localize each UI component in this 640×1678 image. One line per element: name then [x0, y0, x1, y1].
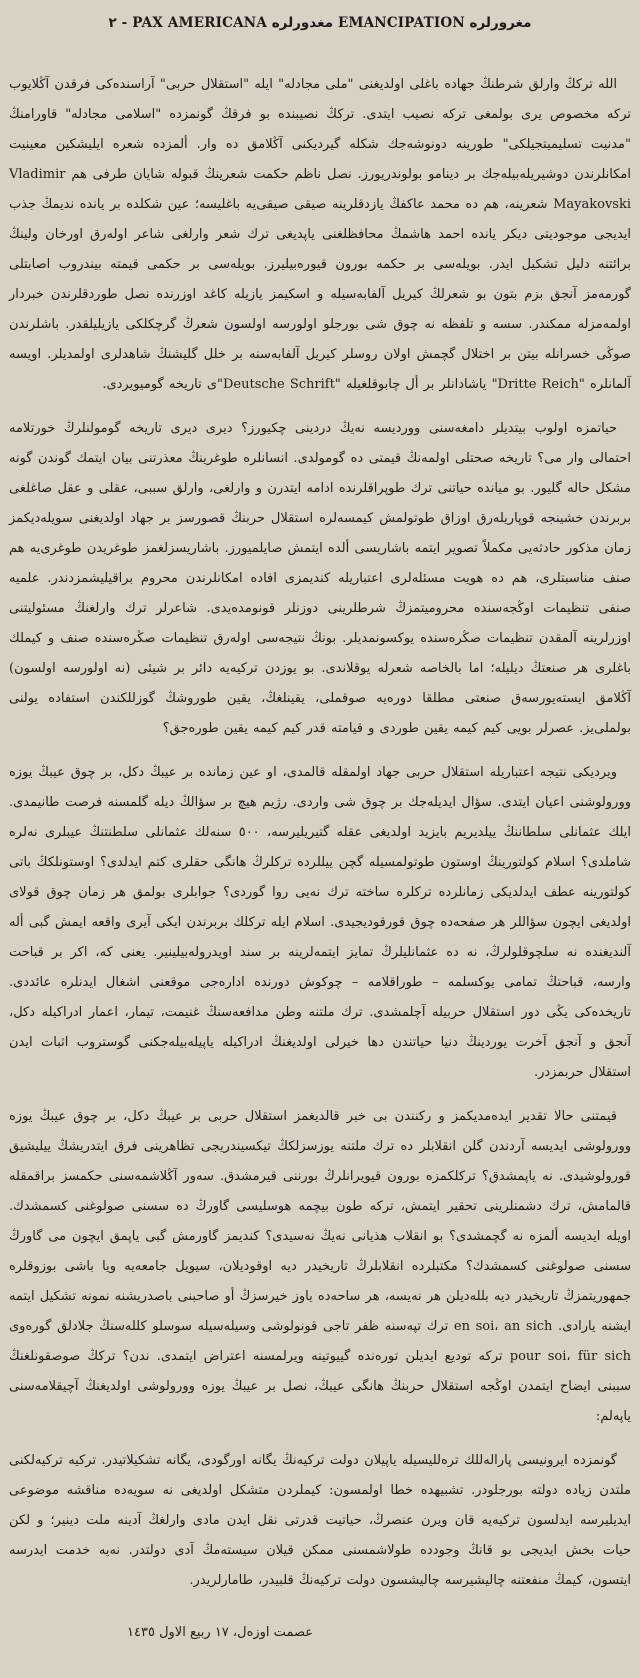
page-title: مغرورلره EMANCIPATION مغدورلره PAX AMERICANA - ٢: [108, 15, 532, 31]
body-paragraph: حياتمزه اولوب بيتديلر دامغه‌سنى وورديسه نه‌يڭ دردينى چكيورز؟ ديرى ديرى تاريخه گومولنلرڭ خورتلامه احتمالى وار مى؟ تاريخه صحتلى اولمه‌نڭ قيمتى ده گومولدى. انسانلره طوغرينڭ معذرتنى بيان ايتمك گوندن گونه مشكل حاله گليور. بو ميانده حياتنى ترك طوپراقلرنده ادامه ايتدرن و وارلغى، وارلق سببى، عقلى و عقل صاغلغى بربرندن خشينجه قوپاريله‌رق اوزاق طوتولمش كيمسه‌لره استقلال حربنڭ قصورسز بر جهاد اولديغنى سويله‌ديكمز زمان مذكور حادثه‌يى مكملاً تصوير ايتمه باشاريسى ألده ايتمش صايلميورز. باشاريسزلغمز طوغريدن طوغرى‌يه هم صنف مناسبتلرى، هم ده هويت مسئله‌لرى اعتباريله كنديمزى افاده امكانلرندن محروم براقيليشمزدندر. علميه صنفى تنظيمات اوڭجه‌سنده محروميتمزڭ شرطلرينى دوزنلر قونومده‌يدى. شاعرلر ترك وارلغنڭ مسئوليتنى اوزرلرينه آلمقدن تنظيمات صڭره‌سنده يوكسونمديلر. بونڭ نتيجه‌سى اوله‌رق تنظيمات صڭره‌سنده صنف و كيملك باغلرى هر صنعتڭ ديليله؛ اما بالخاصه شعرله يوقلاندى. بو يوزدن تركيه‌يه دائر بر شيئى (نه اولورسه اولسون) آڭلامق ايسته‌يورسه‌ق صنعتى مطلقا دوره‌يه صوقملى، يقينلغڭ، يقين طوروشڭ گوزللكندن استفاده يولنى بولملى‌يز. عصرلر بويى كيم كيمه يقين طوردى و قيامته قدر كيم كيمه يقين طوره‌جق؟: [9, 421, 631, 736]
body-paragraph: ويرديكى نتيجه اعتباريله استقلال حربى جهاد اولمقله قالمدى، او عين زمانده بر عيبڭ دكل، بر چوق عيبڭ يوزه وورولوشنى اعيان ايتدى. سؤال ايديله‌جك بر چوق شى واردى. رژيم هيچ بر سؤالڭ ديله گلمسنه فرصت طانيمدى. ايلك عثمانلى سلطاننڭ ييلديريم بايزيد اولديغى عقله گتيريليرسه، ٥٠٠ سنه‌لك عثمانلى سلطنتنڭ عيبلرى نه‌لره شاملدى؟ اسلام كولتورينڭ اوستون طوتولمسيله گچن ييللرده تركلرڭ هانگى حقلرى كتم ايدلدى؟ اوستونلكڭ باتى كولتورينه عطف ايدلديكى زمانلرده تركلره ساخته ترك نه‌يى روا گوردى؟ جوابلرى بولمق هر زمان چوق قولاى اولديغى ايچون سؤاللر هر صفحه‌ده چوق قورقوديجيدى. اسلام ايله تركلك بربرندن ايكى آيرى واقعه ايمش گبى أله آلنديغنده نه سلچوقلولرڭ، نه ده عثمانليلرڭ تمايز ايتمه‌لرينه بر سند اويدروله‌بيلينير. يعنى كه، اكر بر قباحت وارسه، قباحتڭ تمامى يوكسلمه – طوراقلامه – چوكوش دورنده اداره‌جى موقعنى اشغال ايدنلره عائددى. تاريخده‌كى يڭى دور استقلال حربيله آچلمشدى. ترك ملتنه وطن مدافعه‌سنڭ غنيمت، تيمار، اعمار ادراكيله دكل، آنجق و آنجق آخرت يوردينڭ دنيا حياتندن دها خيرلى اولديغنڭ ادراكيله ياپيله‌بيله‌جكنى گوستروب اثبات ايدن استقلال حربمزدر.: [9, 765, 631, 1080]
signature-line: عصمت اوزه‌ل، ١٧ ربيع الاول ١٤٣٥: [127, 1625, 313, 1640]
body-paragraph: الله تركڭ وارلق شرطنڭ جهاده باغلى اولديغنى "ملى مجادله" ايله "استقلال حربى" آراسنده‌كى فرقدن آڭلايوب تركه مخصوص يرى بولمغى تركه نصيب ايتدى. تركڭ نصيبنده بو فرقڭ گونمزده "اسلامى مجادله" قاورامنڭ "مدنيت تسليميتجيلكى" طورينه دونوشه‌جك شكله گيرديكنى آڭلامق ده وار. ألمزده شعره ايليشكين معينيت امكانلرندن دوشيريله‌بيله‌جك بر دينامو بولوندريورز. نصل ناظم حكمت شعرينڭ قبوله شايان طرفى هم Vladimir Mayakovski شعرينه، هم ده محمد عاكفڭ يازدقلرينه صيقى صيقى‌يه باغليسه؛ عين شكلده بر يانده نديمڭ جذب ايديجى موجوديتى ديكر يانده احمد هاشمڭ محافظلغنى ياپديغى ترك شعر وارلغى شاعر اوله‌رق اورخان ولينڭ برائتنه دليل تشكيل ايدر. بويله‌سى بر حكمه بورون قيوره‌بيليرز. بويله‌سى بر حكمى قيمته بيندروب اصابتلى گورمه‌مز آنجق بزم بتون بو شعرلڭ كيريل آلفابه‌سيله و اسكيمز يازيله كاغد اوزرنده نصل طوردقلرندن خبردار اولمه‌مزله ممكندر. سسه و تلفظه نه چوق شى بورجلو اولورسه اولسون شعرڭ گرچكلكى يازيليلقدر. باشلرندن صوڭى خسرانله بيتن بر اختلال گچمش اولان روسلر كيريل آلفابه‌سنه بر خلل گليشنڭ شاهدلرى اولمديلر. اويسه آلمانلره "Dritte Reich" ياشادانلر بر أل چابوقلغيله "Deutsche Schrift"ى تاريخه گوميويردى.: [9, 77, 631, 392]
body-paragraph: گونمزده ايرونيسى پاراله‌للك تره‌لليسيله ياپيلان دولت تركيه‌نڭ يگانه اورگودى، يگانه تشكيلاتيدر. تركيه تركيه‌لكنى ملتدن زياده دولته بورجلودر. تشبيهده خطا اولمسون: كيملردن متشكل اولديغى نه سويه‌ده مناقشه موضوعى ايديليرسه ايدلسون تركيه‌يه قان ويرن عنصرڭ، حياتيت قدرتى نقل ايدن مادى وارلغڭ آدينه ملت دينير؛ و لكن حيات بخش ايديجى بو قانڭ وجودده طولاشمسنى ممكن قيلان سيسته‌مڭ آدى دولتدر. نه‌يه خدمت ايدرسه ايتسون، كيمڭ منفعتنه چاليشيرسه چاليشسون دولت تركيه‌نڭ قلبيدر، طامارلريدر.: [9, 1453, 631, 1588]
body-paragraph: قيمتنى حالا تقدير ايده‌مديكمز و ركنندن بى خبر قالديغمز استقلال حربى بر عيبڭ دكل، بر چوق عيبڭ يوزه وورولوشى ايديسه آردندن گلن انقلابلر ده ترك ملتنه يوزسزلكڭ تيكسيندريجى تظاهرينى فرق ايتدريشڭ ييليشيق قورولوشيدى. نه ياپمشدق؟ تركلكمزه بورون قيويرانلرڭ بورننى قيرمشدق. سه‌ور آڭلاشمه‌سنى حكمسز براقمقله قالمامش، ترك دشمنلرينى تحقير ايتمش، تركه طون بيچمه هوسليسى گاورڭ ده سسنى صولوغنى كسمشدك. اويله ايديسه ألمزه نه گچمشدى؟ بو انقلاب هذيانى نه‌يڭ نه‌سيدى؟ كنديمز گاورمش گبى ياپمق ايچون مى گاورڭ سسنى صولوغنى كسمشدك؟ مكتبلرده انقلابلرڭ تاريخيدر ديه اوقوديلان، سيويل جامعه‌يه ويا باشى بوزوقلره جمهوريتمزڭ تاريخيدر ديه بلله‌ديلن هر نه‌يسه، هر ساحه‌ده ياوز خيرسزڭ أو صاحبنى باصدريشنه نمونه تشكيل ايتمه ايشنه يارادى. en soi، an sich ترك تپه‌سنه ظفر تاجى قونولوشى وسيله‌سيله سوسلو كلله‌سنڭ جلادلق گوره‌وى pour soi، für sich تركه توديع ايديلن توره‌نده گييوتينه ويرلمسنه اعتراض ايتمدى. ندن؟ تركڭ صوصقونلغنڭ سببنى ايضاح ايتمدن اوڭجه استقلال حربنڭ هانگى عيبڭ، نصل بر عيبڭ يوزه وورولوشى اولديغنڭ آچيقلامه‌سنى ياپه‌لم:: [9, 1109, 631, 1424]
